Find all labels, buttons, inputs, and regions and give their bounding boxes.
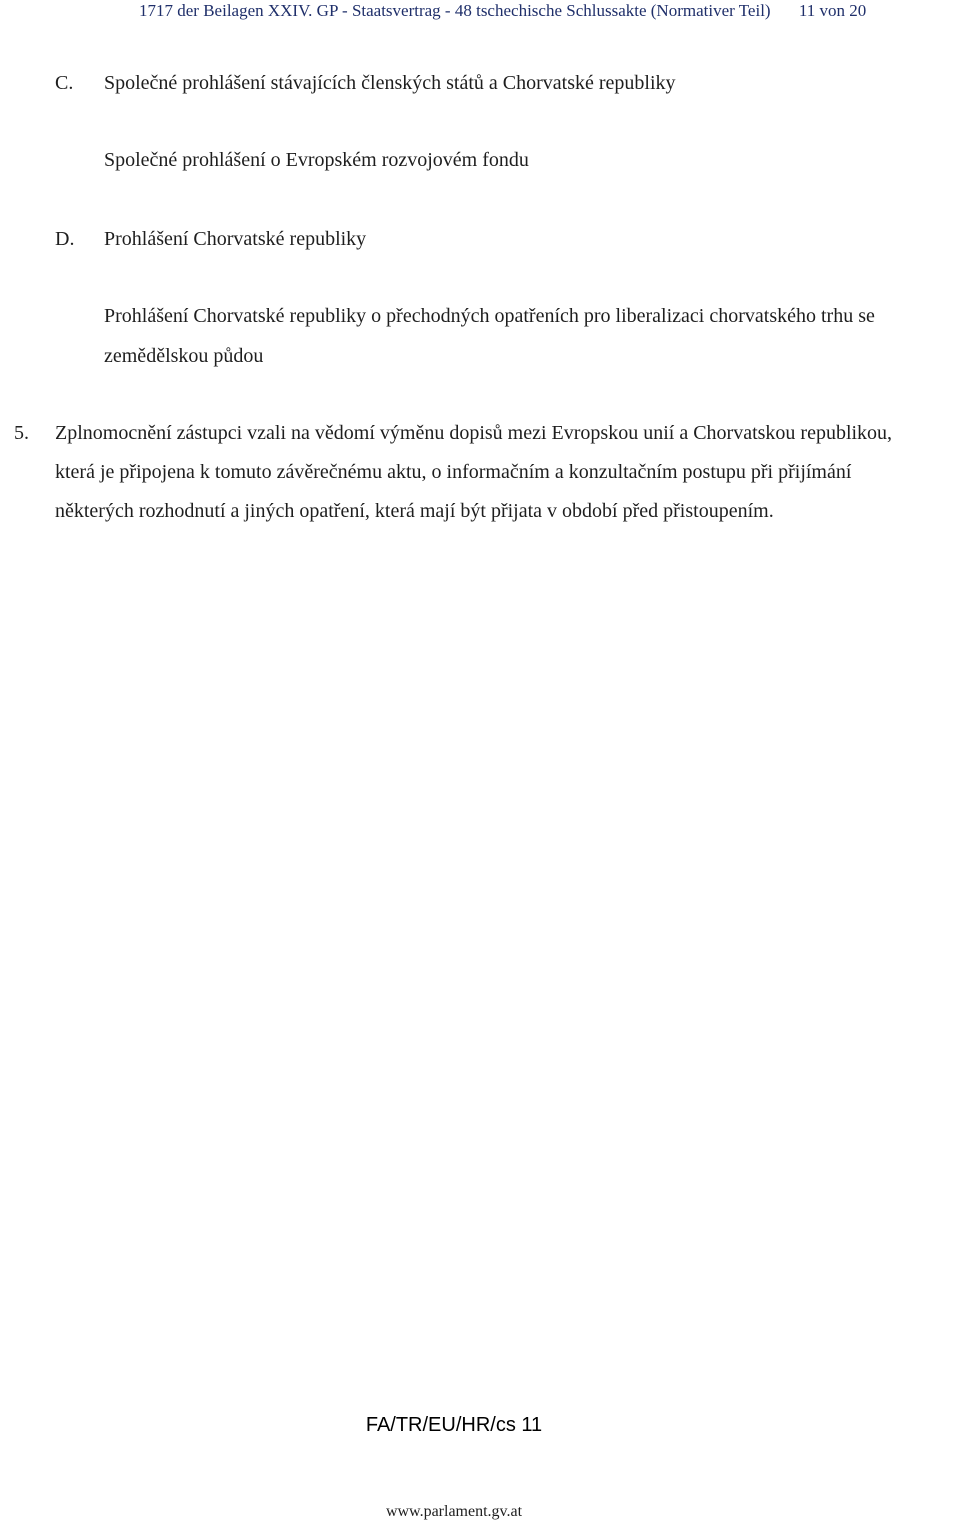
section-title-d: Prohlášení Chorvatské republiky [104, 228, 367, 250]
section-letter-c: C. [55, 72, 74, 94]
section-item-c: Společné prohlášení o Evropském rozvojovém fondu [104, 149, 529, 171]
page-reference: FA/TR/EU/HR/cs 11 [365, 1414, 543, 1436]
running-header-title: 1717 der Beilagen XXIV. GP - Staatsvertrag - 48 tschechische Schlussakte (Normativer Teil) [139, 1, 771, 20]
section-letter-d: D. [55, 228, 75, 250]
running-header [139, 1, 866, 21]
section-item-d: Prohlášení Chorvatské republiky o přechodných opatřeních pro liberalizaci chorvatského trhu se zemědělskou půdou [104, 305, 875, 367]
section-title-c: Společné prohlášení stávajících členských států a Chorvatské republiky [104, 72, 676, 94]
paragraph-text: Zplnomocnění zástupci vzali na vědomí výměnu dopisů mezi Evropskou unií a Chorvatskou republikou, která je připojena k tomuto závěrečnému aktu, o informačním a konzultačním postupu při přijímání některých rozhodnutí a jiných opatření, která mají být přijata v období před přistoupením. [55, 422, 893, 522]
running-header-page: 11 von 20 [798, 1, 867, 20]
site-url: www.parlament.gv.at [385, 1503, 523, 1520]
paragraph-number: 5. [14, 422, 29, 444]
